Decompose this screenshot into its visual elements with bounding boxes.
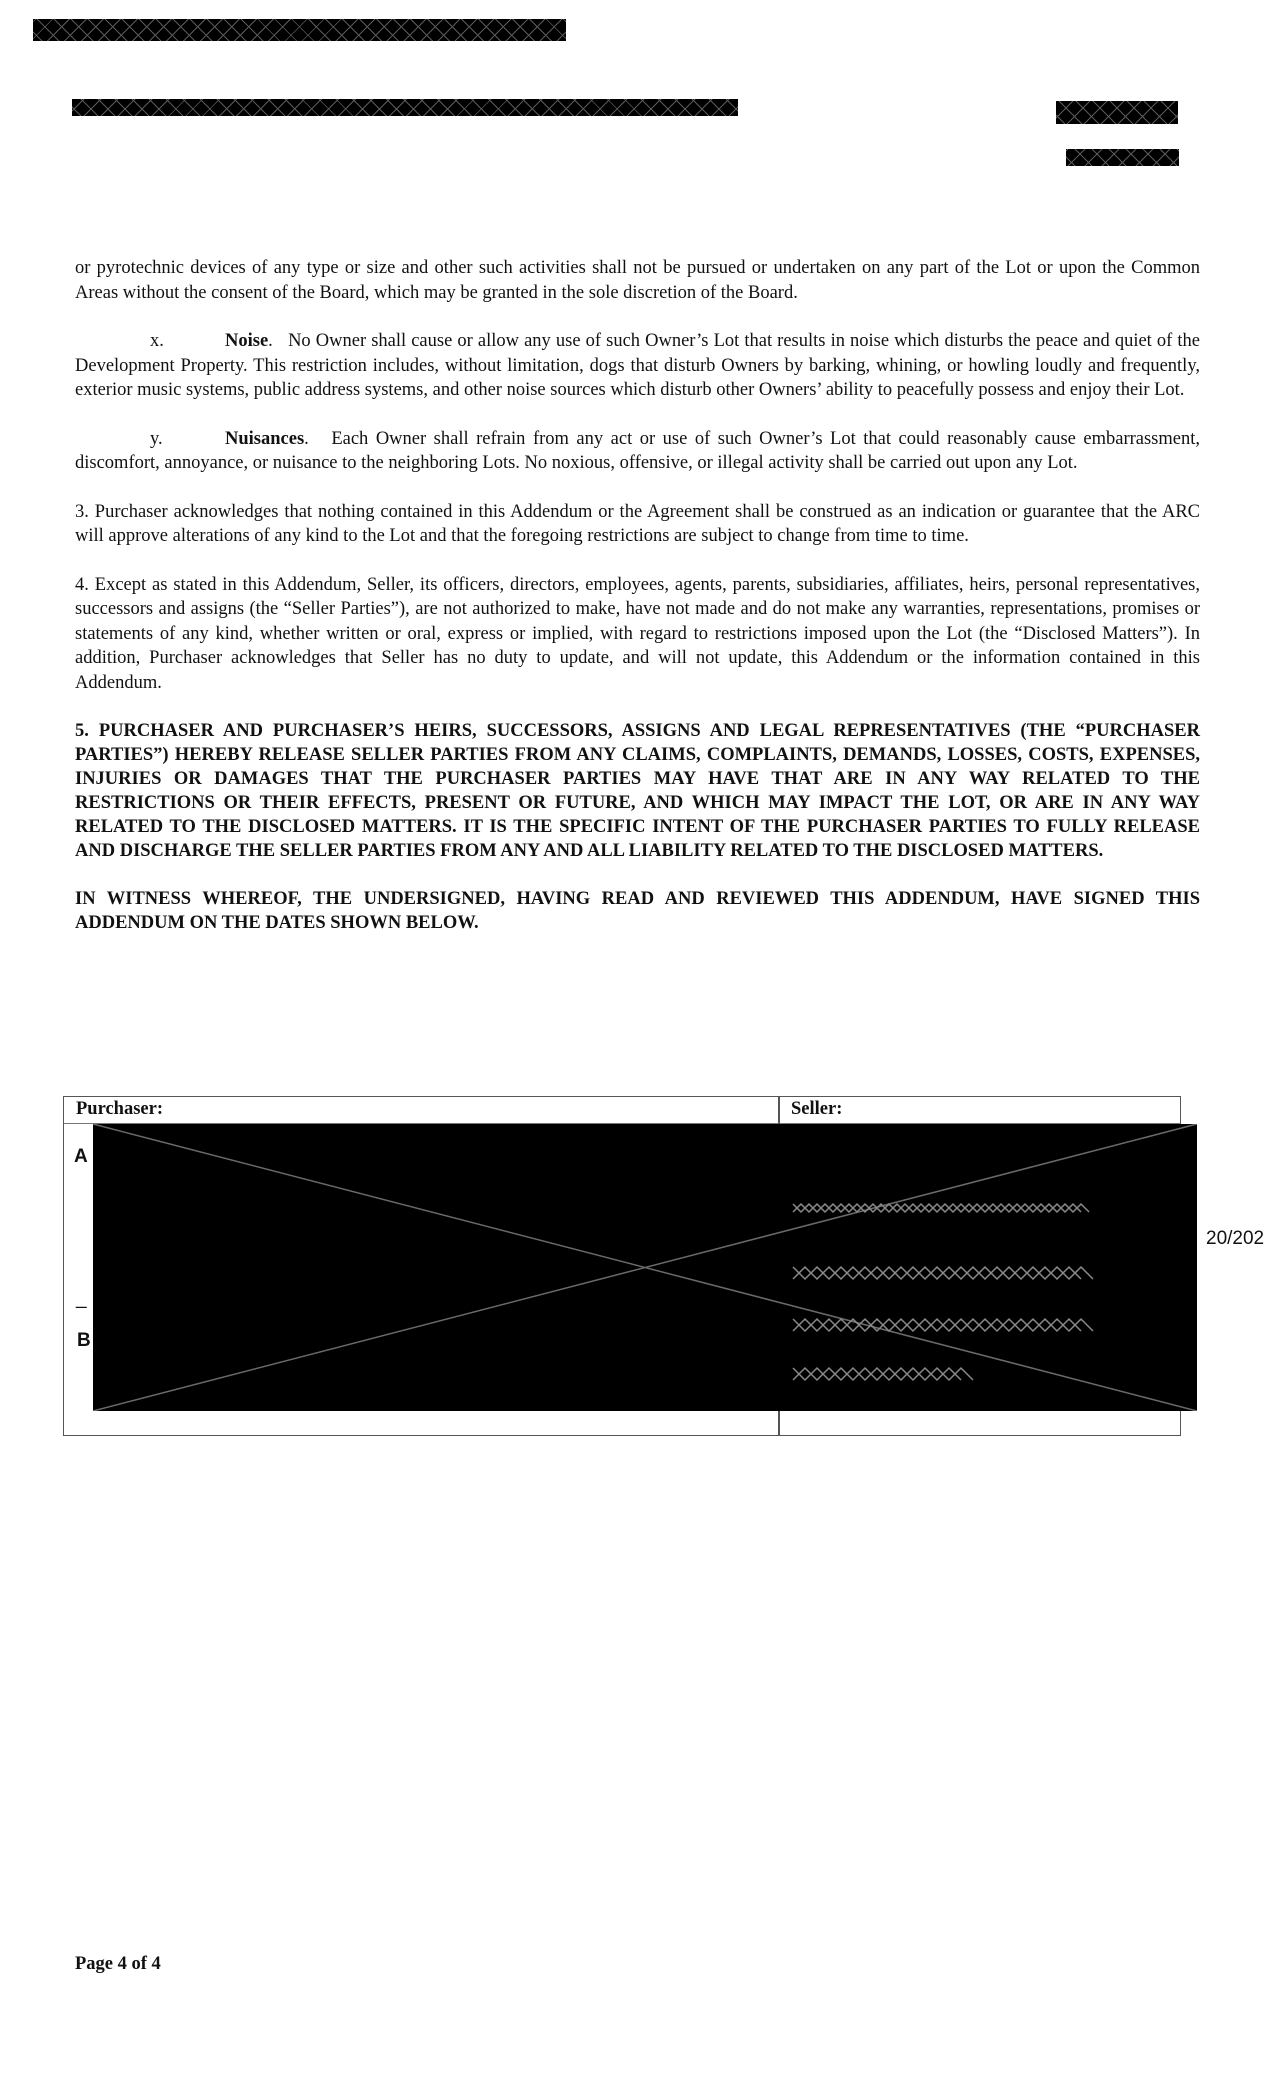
continuation-paragraph: or pyrotechnic devices of any type or size and other such activities shall not be pursued or undertaken on any part of the Lot or upon the Common Areas without the consent of the Board, which may be granted in the sole discretion of the Board. [75,258,1200,303]
noise-item-letter: x. [150,331,164,351]
redacted-header-line-2 [72,99,738,116]
redacted-header-right-1 [1056,101,1178,124]
section-3-paragraph: 3. Purchaser acknowledges that nothing contained in this Addendum or the Agreement shall be construed as an indication or guarantee that the ARC will approve alterations of any kind to the Lot and that the foregoing restrictions are subject to change from time to time. [75,501,1200,546]
noise-text: No Owner shall cause or allow any use of such Owner’s Lot that results in noise which disturbs the peace and quiet of the Development Property. This restriction includes, without limitation, dogs that disturb Owners by barking, whining, or howling loudly and frequently, exterior music systems, public address systems, and other noise sources which disturb other Owners’ ability to peacefully possess and enjoy their Lot. [75,331,1200,400]
redacted-header-right-2 [1066,149,1179,166]
partial-underscore: _ [76,1288,87,1309]
nuisances-title: Nuisances [225,428,305,449]
redacted-header-line-1 [33,19,566,41]
redacted-signatures-block [93,1124,1197,1411]
witness-paragraph: IN WITNESS WHEREOF, THE UNDERSIGNED, HAVING READ AND REVIEWED THIS ADDENDUM, HAVE SIGNED THIS ADDENDUM ON THE DATES SHOWN BELOW. [75,889,1200,933]
noise-paragraph: x. Noise. No Owner shall cause or allow any use of such Owner’s Lot that results in noise which disturbs the peace and quiet of the Development Property. This restriction includes, without limitation, dogs that disturb Owners by barking, whining, or howling loudly and frequently, exterior music systems, public address systems, and other noise sources which disturb other Owners’ ability to peacefully possess and enjoy their Lot. [75,331,1200,400]
purchaser-label: Purchaser: [76,1099,163,1119]
document-body [75,256,1200,959]
page-number: Page 4 of 4 [75,1954,161,1974]
section-4-paragraph: 4. Except as stated in this Addendum, Seller, its officers, directors, employees, agents, parents, subsidiaries, affiliates, heirs, personal representatives, successors and assigns (the “Seller Parties”), are not authorized to make, have not made and do not make any warranties, representations, promises or statements of any kind, whether written or oral, express or implied, with regard to restrictions imposed upon the Lot (the “Disclosed Matters”). In addition, Purchaser acknowledges that Seller has no duty to update, and will not update, this Addendum or the information contained in this Addendum. [75,574,1200,693]
partial-date-text: 20/202 [1206,1228,1265,1249]
nuisances-text: Each Owner shall refrain from any act or use of such Owner’s Lot that could reasonably cause embarrassment, discomfort, annoyance, or nuisance to the neighboring Lots. No noxious, offensive, or illegal activity shall be carried out upon any Lot. [75,428,1200,473]
partial-letter-a: A [74,1146,88,1167]
nuisances-paragraph: y. Nuisances. Each Owner shall refrain from any act or use of such Owner’s Lot that could reasonably cause embarrassment, discomfort, annoyance, or nuisance to the neighboring Lots. No noxious, offensive, or illegal activity shall be carried out upon any Lot. [75,428,1200,473]
partial-letter-b: B [77,1330,91,1351]
redaction-cross-lines [93,1124,1197,1411]
section-5-release-paragraph: 5. PURCHASER AND PURCHASER’S HEIRS, SUCCESSORS, ASSIGNS AND LEGAL REPRESENTATIVES (THE “PURCHASER PARTIES”) HEREBY RELEASE SELLER PARTIES FROM ANY CLAIMS, COMPLAINTS, DEMANDS, LOSSES, COSTS, EXPENSES, INJURIES OR DAMAGES THAT THE PURCHASER PARTIES MAY HAVE THAT ARE IN ANY WAY RELATED TO THE RESTRICTIONS OR THEIR EFFECTS, PRESENT OR FUTURE, AND WHICH MAY IMPACT THE LOT, OR ARE IN ANY WAY RELATED TO THE DISCLOSED MATTERS. IT IS THE SPECIFIC INTENT OF THE PURCHASER PARTIES TO FULLY RELEASE AND DISCHARGE THE SELLER PARTIES FROM ANY AND ALL LIABILITY RELATED TO THE DISCLOSED MATTERS. [75,721,1200,861]
nuisances-item-letter: y. [150,428,163,449]
noise-title: Noise [225,331,269,351]
seller-label: Seller: [791,1099,843,1119]
